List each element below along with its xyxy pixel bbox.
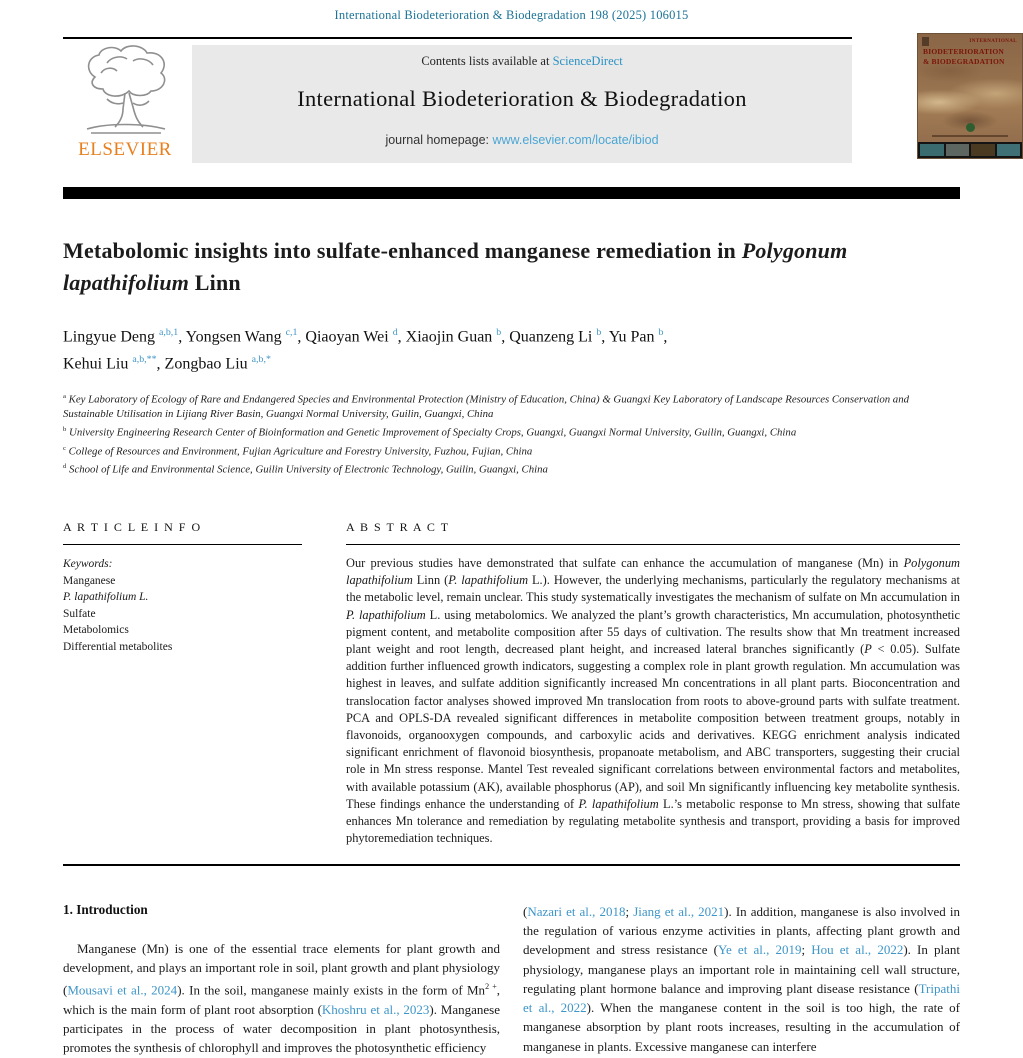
- keyword-item: Manganese: [63, 574, 116, 587]
- body-text-section: [63, 902, 960, 1058]
- author-affiliation-sup[interactable]: b: [596, 327, 602, 338]
- abstract-text: [346, 555, 960, 847]
- text-segment: ). In the soil, manganese mainly exists in the form of Mn: [177, 982, 486, 998]
- affiliations-list: [63, 389, 960, 478]
- text-segment: (: [523, 903, 528, 919]
- authors-line: [63, 321, 923, 376]
- keyword-item: Differential metabolites: [63, 640, 173, 653]
- citation-link[interactable]: Jiang et al., 2021: [633, 903, 725, 919]
- text-segment: , Xiaojin Guan: [397, 328, 497, 346]
- author-affiliation-sup[interactable]: a,b,**: [132, 354, 157, 366]
- text-segment: ). When the manganese content in the soil is too high, the rate of manganese absorption by plant roots increases, resulting in the accumulation of manganese in plants. Excessive manganese can interfere: [523, 1000, 961, 1054]
- affiliation-a: [63, 389, 960, 423]
- text-segment: , Yongsen Wang: [178, 328, 286, 346]
- header-divider-bar: [63, 187, 960, 199]
- text-segment: Linn: [189, 270, 241, 295]
- text-segment: ). In addition, manganese is also involved in the regulation of various enzyme activities in plants, affecting plant growth and development and stress resistance (: [523, 903, 960, 958]
- text-segment: L.). However, the underlying mechanisms, particularly the regulatory mechanisms at the metabolic level, remain unclear. This study systematically investigates the mechanism of sulfate on Mn accumulation in: [346, 573, 960, 605]
- keyword-item: [63, 589, 302, 606]
- text-segment: Manganese (Mn) is one of the essential trace elements for plant growth and development, and plays an important role in soil, plant growth and plant physiology (: [63, 940, 500, 998]
- text-segment: ). In plant physiology, manganese plays an important role in maintaining cell wall structure, regulating plant hormone balance and improving plant disease resistance (: [523, 942, 961, 996]
- superscript-text: 2 +: [485, 982, 497, 992]
- affiliation-b: [63, 422, 960, 441]
- journal-banner: [192, 45, 852, 163]
- text-segment: Linn (: [412, 573, 449, 588]
- citation-link[interactable]: Hou et al., 2022: [811, 942, 904, 958]
- text-segment: L. using metabolomics. We analyzed the plant’s growth characteristics, Mn accumulation, photosynthetic pigment content, and metabolite composition after 55 days of cultivation. The results show that Mn treatment increased plant weight and root length, decreased plant height, and increased lateral branches significantly (: [346, 607, 960, 657]
- italic-text: P: [864, 642, 872, 657]
- author-affiliation-sup[interactable]: a,b,1: [158, 327, 179, 338]
- cover-photo-strip: [918, 142, 1022, 158]
- italic-text: P. lapathifolium: [578, 796, 659, 811]
- cover-title-line3: & BIODEGRADATION: [923, 57, 1005, 66]
- author-affiliation-sup[interactable]: b: [496, 327, 502, 338]
- text-segment: L.’s metabolic response to Mn stress, showing that sulfate enhances Mn tolerance and remediation by regulating metabolite synthesis and transport, providing a basis for improved phytoremediation techniques.: [346, 796, 960, 846]
- intro-paragraph-left: [63, 939, 500, 1058]
- text-segment: , which is the main form of plant root absorption (: [63, 982, 500, 1017]
- text-segment: Our previous studies have demonstrated that sulfate can enhance the accumulation of manganese (Mn) in: [346, 556, 904, 571]
- citation-link[interactable]: Khoshru et al., 2023: [321, 1001, 430, 1017]
- info-abstract-section: [63, 520, 960, 847]
- superscript-text: c: [63, 444, 66, 452]
- sciencedirect-link[interactable]: ScienceDirect: [552, 54, 623, 68]
- body-right-column: [523, 902, 960, 1058]
- superscript-text: b: [63, 426, 67, 434]
- affiliation-d: [63, 459, 960, 478]
- text-segment: Metabolomic insights into sulfate-enhanced manganese remediation in: [63, 238, 742, 263]
- keywords-block: [63, 556, 302, 655]
- text-segment: ). Manganese participates in the process of water decomposition in plant photosynthesis, promotes the synthesis of chlorophyll and improves the photosynthetic efficiency: [63, 1001, 500, 1056]
- text-segment: , Zongbao Liu: [156, 355, 252, 373]
- abstract-bottom-rule: [63, 864, 960, 865]
- elsevier-logo[interactable]: [63, 43, 187, 167]
- text-segment: , Quanzeng Li: [501, 328, 597, 346]
- journal-ref-header[interactable]: International Biodeterioration & Biodegradation 198 (2025) 106015: [334, 8, 689, 22]
- cover-photo-3: [971, 144, 995, 156]
- column-gap: [302, 520, 346, 847]
- italic-text: Polygonum lapathifolium: [346, 556, 960, 588]
- author-affiliation-sup[interactable]: d: [392, 327, 398, 338]
- citation-link[interactable]: Mousavi et al., 2024: [67, 982, 178, 998]
- italic-text: Polygonum lapathifolium: [63, 238, 848, 295]
- cover-photo-4: [997, 144, 1021, 156]
- cover-title-line1: INTERNATIONAL: [969, 39, 1017, 44]
- text-segment: College of Resources and Environment, Fujian Agriculture and Forestry University, Fuzhou, Fujian, China: [65, 445, 533, 458]
- cover-photo-1: [920, 144, 944, 156]
- cover-mini-logo: [922, 37, 929, 46]
- section-heading-introduction: 1. Introduction: [63, 901, 148, 917]
- cover-photo-2: [946, 144, 970, 156]
- journal-title[interactable]: International Biodeterioration & Biodegradation: [297, 86, 747, 111]
- text-segment: Key Laboratory of Ecology of Rare and Endangered Species and Environmental Protection (Ministry of Education, China) & Guangxi Key Laboratory of Landscape Resources Conservation and Sustainable Utilisation in Lijiang River Basin, Guangxi Normal University, Guilin, Guangxi, China: [63, 393, 910, 421]
- text-segment: ;: [625, 903, 634, 919]
- italic-text: P. lapathifolium: [448, 573, 529, 588]
- column-gap: [500, 902, 523, 1058]
- text-segment: Kehui Liu: [63, 355, 133, 373]
- homepage-line: [192, 133, 852, 147]
- body-left-column: [63, 902, 500, 1058]
- keyword-item-text: P. lapathifolium L.: [63, 591, 149, 604]
- author-affiliation-sup[interactable]: c,1: [285, 327, 298, 338]
- article-info-column: [63, 520, 302, 847]
- text-segment: , Yu Pan: [601, 328, 659, 346]
- text-segment: < 0.05). Sulfate addition further influenced growth indicators, suggesting a complex role in plant growth regulation. Mn accumulation was highest in leaves, and sulfate addition significantly increased Mn concentrations in all plant parts. Bioconcentration and translocation factor analyses showed improved Mn translocation from roots to above-ground parts with sulfate treatment. PCA and OPLS-DA revealed significant differences in metabolite composition between treatment groups, notably in flavonoids, organooxygen compounds, and carboxylic acids and derivatives. KEGG enrichment analysis indicated significant enrichment of flavonoid biosynthesis, propanoate metabolism, and ABC transporters, suggesting their crucial role in Mn stress response. Mantel Test revealed significant correlations between environmental factors and metabolites, with available potassium (AK), available phosphorus (AP), and soil Mn significantly influencing key metabolite synthesis. These findings enhance the understanding of: [346, 642, 960, 811]
- text-segment: ;: [801, 942, 812, 958]
- text-segment: School of Life and Environmental Science, Guilin University of Electronic Technology, Guilin, Guangxi, China: [66, 464, 548, 477]
- text-segment: University Engineering Research Center of Bioinformation and Genetic Improvement of Specialty Crops, Guangxi, Guangxi Normal University, Guilin, Guangxi, China: [66, 426, 797, 439]
- citation-link[interactable]: Ye et al., 2019: [717, 942, 802, 958]
- keyword-item: Sulfate: [63, 607, 96, 620]
- superscript-text: a: [63, 392, 66, 400]
- affiliation-c: [63, 441, 960, 460]
- journal-cover-thumbnail[interactable]: [917, 33, 1023, 159]
- article-title: [63, 235, 853, 299]
- citation-link[interactable]: Tripathi et al., 2022: [523, 980, 960, 1016]
- author-affiliation-sup[interactable]: b: [658, 327, 664, 338]
- superscript-text: d: [63, 463, 67, 471]
- author-affiliation-sup[interactable]: a,b,*: [251, 354, 271, 366]
- keyword-item: Metabolomics: [63, 624, 129, 637]
- cover-title-line2: BIODETERIORATION: [923, 47, 1004, 56]
- contents-prefix: Contents lists available at: [421, 54, 553, 68]
- text-segment: Lingyue Deng: [63, 328, 159, 346]
- text-segment: ,: [663, 328, 668, 346]
- abstract-heading: A B S T R A C T: [346, 520, 960, 545]
- journal-banner-row: [63, 39, 1017, 175]
- elsevier-tree-icon: [77, 43, 173, 141]
- cover-society-emblem: [966, 123, 975, 132]
- intro-paragraph-right: [523, 902, 960, 1056]
- text-segment: , Qiaoyan Wei: [297, 328, 393, 346]
- abstract-column: [346, 520, 960, 847]
- contents-line: [192, 54, 852, 69]
- keywords-label: Keywords:: [63, 558, 113, 571]
- article-info-heading: A R T I C L E I N F O: [63, 520, 302, 545]
- cover-caption-line: [932, 135, 1008, 137]
- citation-link[interactable]: Nazari et al., 2018: [527, 903, 626, 919]
- homepage-prefix: journal homepage:: [385, 133, 493, 147]
- homepage-link[interactable]: www.elsevier.com/locate/ibiod: [492, 133, 659, 147]
- elsevier-wordmark: ELSEVIER: [78, 139, 172, 160]
- italic-text: P. lapathifolium: [346, 607, 426, 622]
